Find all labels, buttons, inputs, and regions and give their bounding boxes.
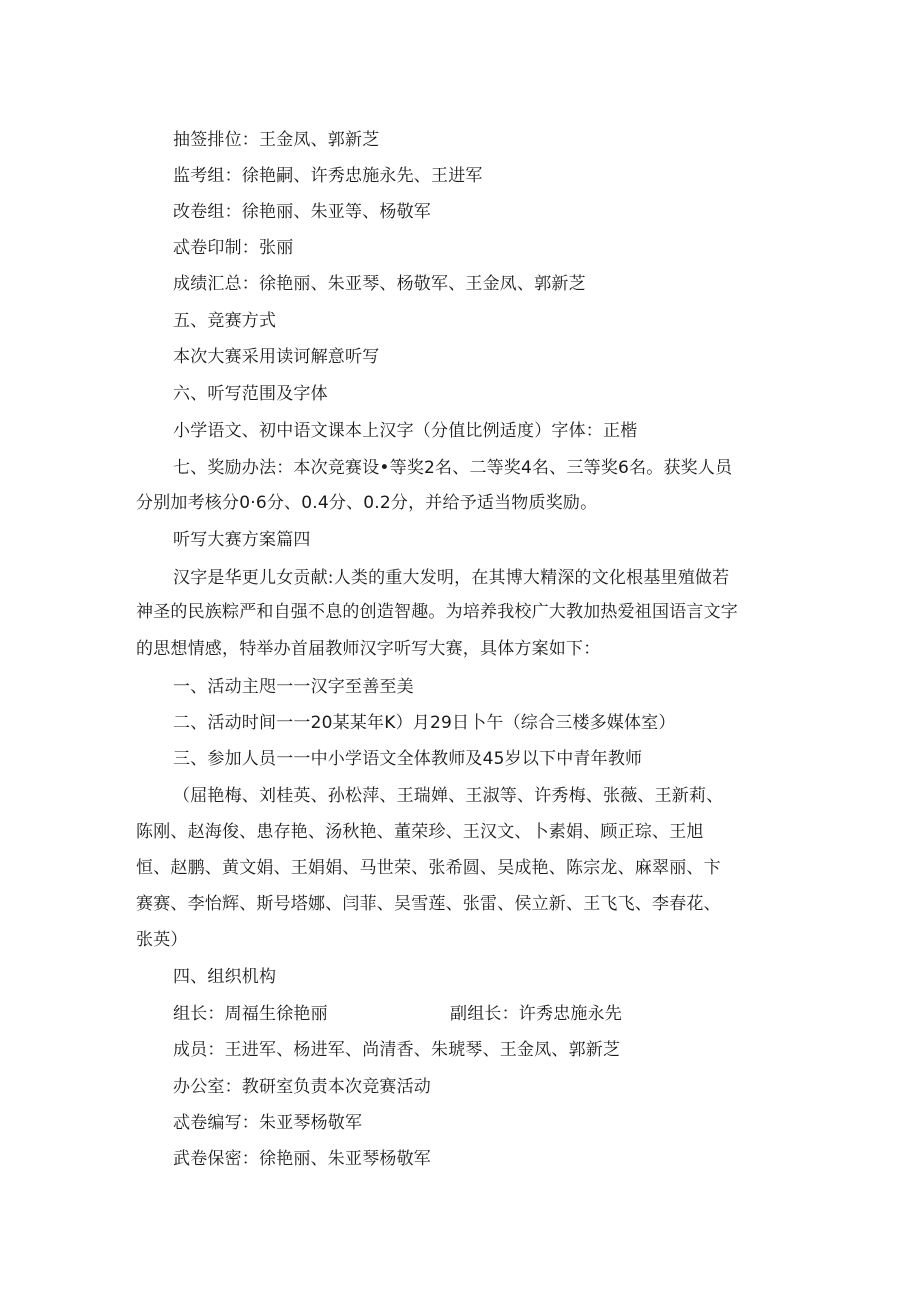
- text-line: 忒卷印制：张丽: [173, 238, 294, 258]
- section-heading: 三、参加人员一一中小学语文全体教师及45岁以下中青年教师: [173, 749, 643, 769]
- leader-label: 组长：周福生徐艳丽: [173, 1004, 328, 1024]
- text-line: 本次大赛采用读诃解意听写: [173, 347, 380, 367]
- text-line: 监考组：徐艳嗣、许秀忠施永先、王进军: [173, 166, 483, 186]
- section-title: 听写大赛方案篇四: [173, 530, 311, 550]
- section-heading: 一、活动主咫一一汉字至善至美: [173, 677, 414, 697]
- text-line: （屈艳梅、刘桂英、孙松萍、王瑞婵、王淑等、许秀梅、张薇、王新莉、: [173, 786, 724, 806]
- leader-line: [173, 1002, 773, 1026]
- text-line: 恒、赵鹏、黄文娟、王娟娟、马世荣、张希圆、吴成艳、陈宗龙、麻翠丽、卞: [136, 858, 721, 878]
- text-line: 忒卷编写：朱亚琴杨敬军: [173, 1113, 363, 1133]
- text-line: 成员：王进军、杨进军、尚清香、朱琥琴、王金凤、郭新芝: [173, 1040, 621, 1060]
- text-line: 抽签排位：王金凤、郭新芝: [173, 130, 380, 150]
- section-heading: 五、竞赛方式: [173, 311, 277, 331]
- text-line: 办公室：教研室负责本次竞赛活动: [173, 1077, 431, 1097]
- text-line: 成绩汇总：徐艳丽、朱亚琴、杨敬军、王金凤、郭新芝: [173, 274, 586, 294]
- text-line: 陈刚、赵海俊、患存艳、汤秋艳、董荣珍、王汉文、卜素娟、顾正琮、王旭: [136, 822, 704, 842]
- text-line: 改卷组：徐艳丽、朱亚等、杨敬军: [173, 202, 431, 222]
- section-heading: 四、组织机构: [173, 967, 277, 987]
- deputy-leader-label: 副组长：许秀忠施永先: [450, 1004, 622, 1024]
- text-line: 的思想情感，特举办首届教师汉字听写大赛，具体方案如下：: [136, 639, 601, 659]
- text-line: 分别加考核分0·6分、0.4分、0.2分，并给予适当物质奖励。: [136, 493, 598, 513]
- text-line: 小学语文、初中语文课本上汉字（分值比例适度）字体：正楷: [173, 421, 638, 441]
- text-line: 张英）: [136, 930, 188, 950]
- text-line: 赛赛、李怡辉、斯号塔娜、闫菲、吴雪莲、张雷、侯立新、王飞飞、李春花、: [136, 894, 721, 914]
- text-line: 汉字是华更儿女贡献:人类的重大发明，在其博大精深的文化根基里殖做若: [173, 568, 730, 588]
- text-line: 七、奖励办法：本次竞赛设•等奖2名、二等奖4名、三等奖6名。获奖人员: [173, 458, 733, 478]
- text-line: 武卷保密：徐艳丽、朱亚琴杨敬军: [173, 1149, 431, 1169]
- text-line: 神圣的民族粽严和自强不息的创造智趣。为培养我校广大教加热爱祖国语言文字: [136, 602, 738, 622]
- section-heading: 二、活动时间一一20某某年K）月29日卜午（综合三楼多媒体室）: [173, 713, 676, 733]
- section-heading: 六、听写范围及字体: [173, 384, 328, 404]
